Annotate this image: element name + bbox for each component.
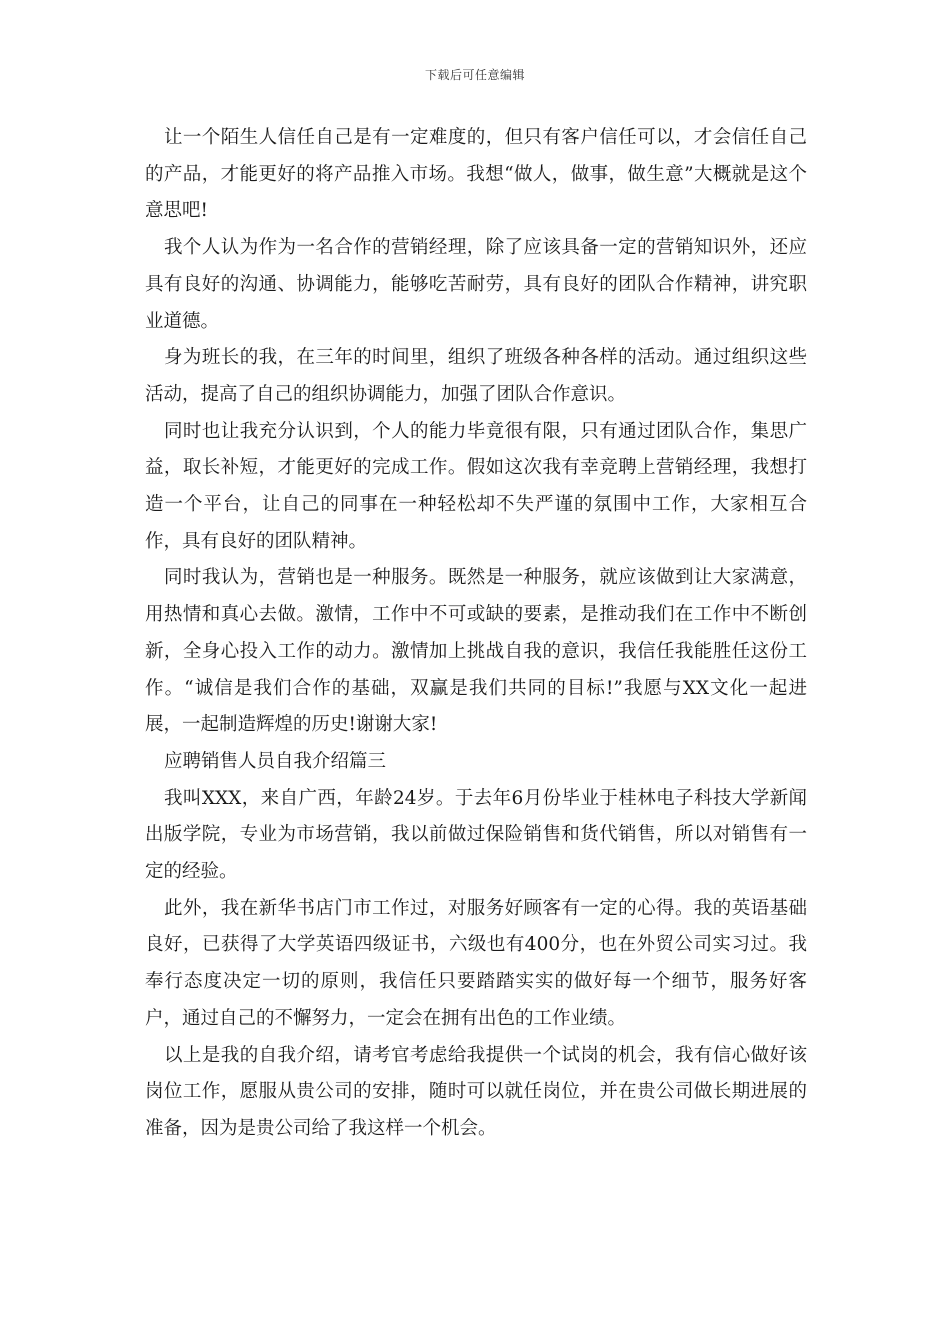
paragraph-3: 身为班长的我，在三年的时间里，组织了班级各种各样的活动。通过组织这些活动，提高了自己的组织协调能力，加强了团队合作意识。	[145, 347, 807, 405]
paragraph-4: 同时也让我充分认识到，个人的能力毕竟很有限，只有通过团队合作，集思广益，取长补短，才能更好的完成工作。假如这次我有幸竞聘上营销经理，我想打造一个平台，让自己的同事在一种轻松却不失严谨的氛围中工作，大家相互合作，具有良好的团队精神。	[145, 420, 807, 552]
page-header: 下载后可任意编辑	[424, 68, 525, 82]
section-title: 应聘销售人员自我介绍篇三	[164, 750, 387, 772]
paragraph-5: 同时我认为，营销也是一种服务。既然是一种服务，就应该做到让大家满意，用热情和真心去做。激情，工作中不可或缺的要素，是推动我们在工作中不断创新，全身心投入工作的动力。激情加上挑战自我的意识，我信任我能胜任这份工作。“诚信是我们合作的基础，双赢是我们共同的目标!”我愿与XX文化一起进展，一起制造辉煌的历史!谢谢大家!	[145, 567, 807, 736]
paragraph-2: 我个人认为作为一名合作的营销经理，除了应该具备一定的营销知识外，还应具有良好的沟通、协调能力，能够吃苦耐劳，具有良好的团队合作精神，讲究职业道德。	[145, 237, 807, 332]
section-paragraph-2: 此外，我在新华书店门市工作过，对服务好顾客有一定的心得。我的英语基础良好，已获得了大学英语四级证书，六级也有400分，也在外贸公司实习过。我奉行态度决定一切的原则，我信任只要踏踏实实的做好每一个细节，服务好客户，通过自己的不懈努力，一定会在拥有出色的工作业绩。	[145, 897, 807, 1029]
document-body	[145, 120, 807, 1148]
section-paragraph-3: 以上是我的自我介绍，请考官考虑给我提供一个试岗的机会，我有信心做好该岗位工作，愿服从贵公司的安排，随时可以就任岗位，并在贵公司做长期进展的准备，因为是贵公司给了我这样一个机会。	[145, 1044, 807, 1139]
section-paragraph-1: 我叫XXX，来自广西，年龄24岁。于去年6月份毕业于桂林电子科技大学新闻出版学院，专业为市场营销，我以前做过保险销售和货代销售，所以对销售有一定的经验。	[145, 787, 807, 883]
paragraph-1: 让一个陌生人信任自己是有一定难度的，但只有客户信任可以，才会信任自己的产品，才能更好的将产品推入市场。我想“做人，做事，做生意”大概就是这个意思吧!	[145, 127, 807, 222]
